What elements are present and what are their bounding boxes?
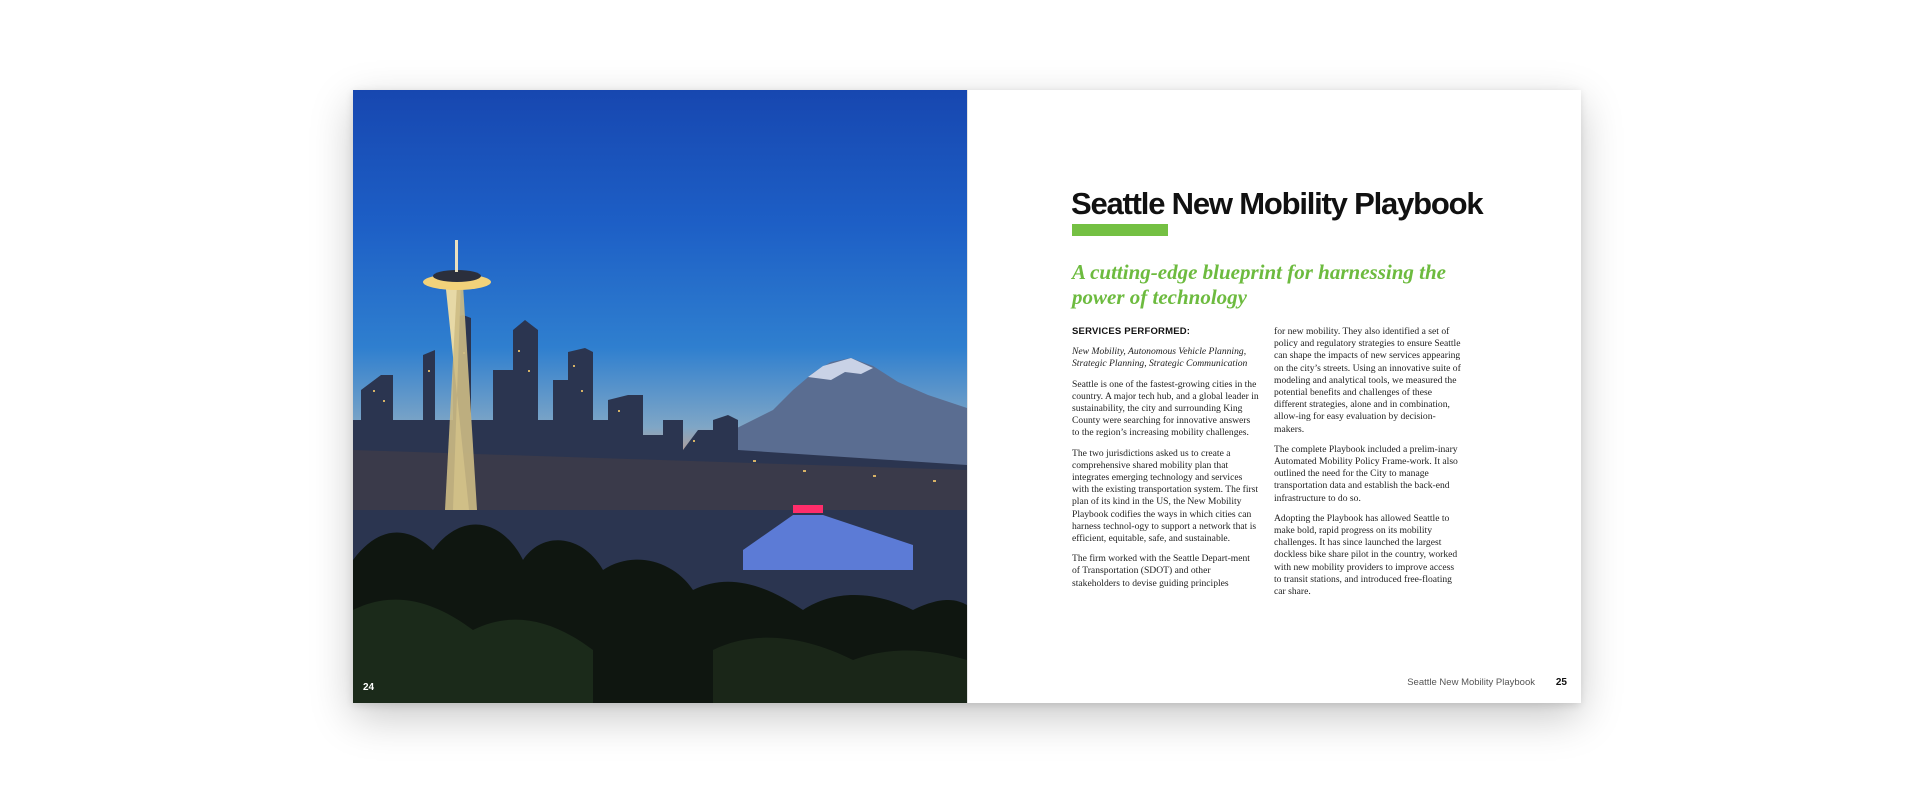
paragraph: The two jurisdictions asked us to create a comprehensive shared mobility plan that integrates emerging technology and services with the existing transportation system. The first plan of its kind in the US, the New Mobility Playbook codifies the ways in which cities can harness technol-ogy to support a network that is efficient, equitable, safe, and sustainable. [1072, 447, 1259, 545]
seattle-skyline-photo [353, 90, 967, 703]
body-column-1 [1072, 326, 1260, 598]
left-page [353, 90, 967, 703]
paragraph: Adopting the Playbook has allowed Seattle to make bold, rapid progress on its mobility challenges. It has since launched the largest dockless bike share pilot in the country, worked with new mobility providers to improve access to transit stations, and introduced free-floating car share. [1274, 512, 1458, 598]
page-subtitle: A cutting-edge blueprint for harnessing the power of technology [1072, 260, 1446, 309]
right-page-number: 25 [1555, 677, 1567, 688]
left-page-number: 24 [363, 682, 375, 693]
paragraph: The firm worked with the Seattle Depart-ment of Transportation (SDOT) and other stakeholders to devise guiding principles [1072, 553, 1250, 589]
footer-title: Seattle New Mobility Playbook [1407, 677, 1535, 688]
services-list: New Mobility, Autonomous Vehicle Planning, Strategic Planning, Strategic Communication [1072, 346, 1248, 370]
right-page [967, 90, 1581, 703]
body-column-2 [1274, 326, 1462, 606]
services-label: SERVICES PERFORMED: [1072, 326, 1191, 337]
paragraph: The complete Playbook included a prelim-inary Automated Mobility Policy Frame-work. It also outlined the need for the City to manage transportation data and establish the back-end infrastructure to do so. [1274, 443, 1458, 504]
title-accent-bar [1072, 224, 1168, 236]
page-title: Seattle New Mobility Playbook [1071, 186, 1483, 221]
paragraph: Seattle is one of the fastest-growing cities in the country. A major tech hub, and a global leader in sustainability, the city and surrounding King County were searching for innovative answers to the region’s increasing mobility challenges. [1072, 378, 1259, 439]
paragraph: for new mobility. They also identified a set of policy and regulatory strategies to ensure Seattle can shape the impacts of new services appearing on the city’s streets. Using an innovative suite of modeling and analytical tools, we measured the potential benefits and challenges of these different strategies, alone and in combination, allow-ing for easy evaluation by decision-makers. [1274, 326, 1461, 435]
brochure-spread [353, 90, 1580, 703]
